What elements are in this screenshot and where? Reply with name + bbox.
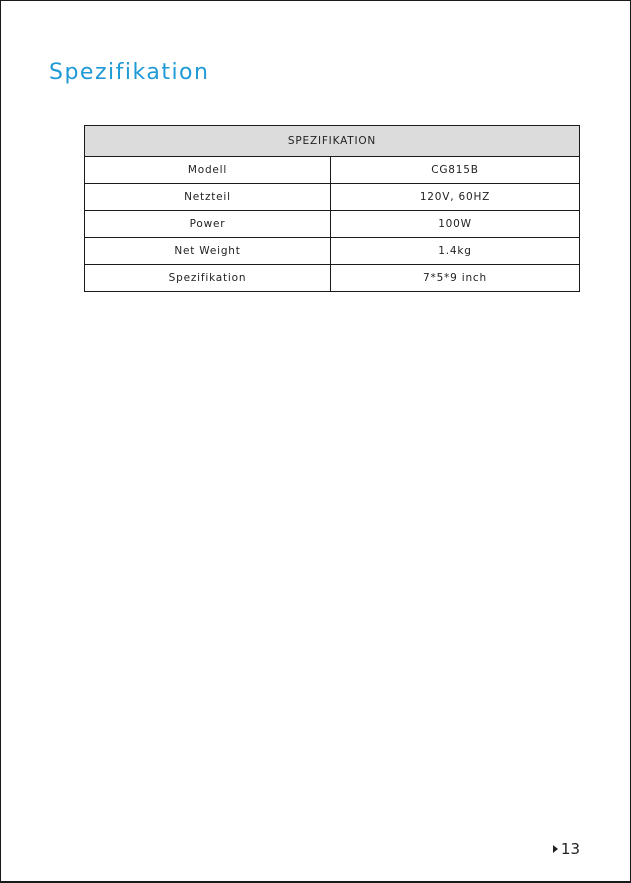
row-value-model: CG815B — [331, 157, 580, 184]
table-row — [85, 157, 580, 184]
table-header-row — [85, 126, 580, 157]
page-title: Spezifikation — [49, 60, 210, 85]
row-label-power-supply: Netzteil — [85, 184, 331, 211]
page-number-label: 13 — [560, 840, 580, 858]
row-label-net-weight: Net Weight — [85, 238, 331, 265]
row-value-net-weight: 1.4kg — [331, 238, 580, 265]
table-row — [85, 211, 580, 238]
spec-table — [84, 125, 580, 292]
table-row — [85, 184, 580, 211]
table-row — [85, 238, 580, 265]
row-value-power-supply: 120V, 60HZ — [331, 184, 580, 211]
row-value-power: 100W — [331, 211, 580, 238]
page-number — [553, 840, 580, 858]
row-label-model: Modell — [85, 157, 331, 184]
table-row — [85, 265, 580, 292]
triangle-right-icon — [553, 845, 558, 853]
table-header: SPEZIFIKATION — [85, 126, 580, 157]
row-value-dimensions: 7*5*9 inch — [331, 265, 580, 292]
row-label-power: Power — [85, 211, 331, 238]
row-label-dimensions: Spezifikation — [85, 265, 331, 292]
